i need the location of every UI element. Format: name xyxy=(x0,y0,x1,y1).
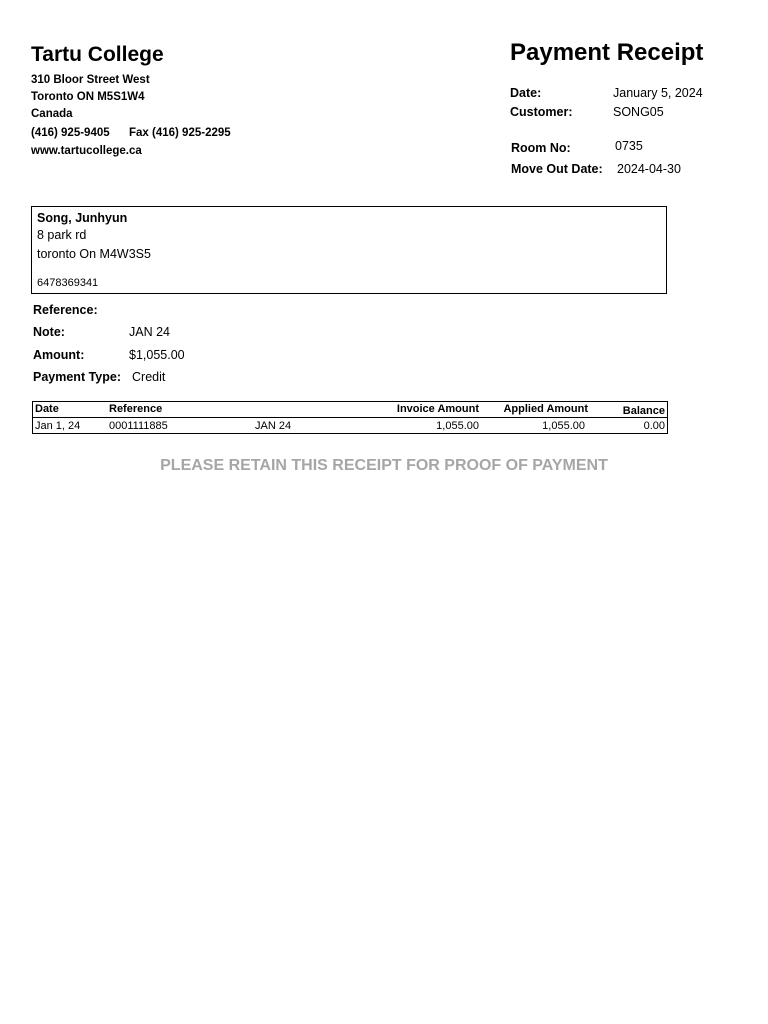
moveout-value: 2024-04-30 xyxy=(617,162,681,176)
payment-type-label: Payment Type: xyxy=(33,370,121,384)
college-phone: (416) 925-9405 xyxy=(31,127,110,139)
customer-value: SONG05 xyxy=(613,105,664,119)
customer-name: Song, Junhyun xyxy=(37,211,128,225)
customer-address-box xyxy=(31,206,667,294)
amount-label: Amount: xyxy=(33,348,85,362)
date-value: January 5, 2024 xyxy=(613,86,703,100)
reference-label: Reference: xyxy=(33,303,98,317)
room-value: 0735 xyxy=(615,139,643,153)
table-header xyxy=(33,402,667,418)
college-address-line1: 310 Bloor Street West xyxy=(31,74,150,86)
payment-type-value: Credit xyxy=(132,370,166,384)
retain-receipt-notice: PLEASE RETAIN THIS RECEIPT FOR PROOF OF PAYMENT xyxy=(160,457,608,474)
college-address-line3: Canada xyxy=(31,108,73,120)
college-website: www.tartucollege.ca xyxy=(31,145,142,157)
header-date: Date xyxy=(35,403,59,415)
customer-label: Customer: xyxy=(510,105,573,119)
row-invoice-amount: 1,055.00 xyxy=(436,420,479,432)
table-row xyxy=(33,419,667,434)
room-label: Room No: xyxy=(511,141,571,155)
header-balance: Balance xyxy=(622,405,665,417)
row-balance: 0.00 xyxy=(643,420,665,432)
amount-value: $1,055.00 xyxy=(129,348,185,362)
date-label: Date: xyxy=(510,86,542,100)
receipt-title: Payment Receipt xyxy=(510,39,704,66)
customer-street: 8 park rd xyxy=(37,228,87,242)
row-reference: 0001111885 xyxy=(109,420,168,432)
customer-city-line: toronto On M4W3S5 xyxy=(37,247,151,261)
row-applied-amount: 1,055.00 xyxy=(542,420,585,432)
college-fax: Fax (416) 925-2295 xyxy=(129,127,231,139)
college-address-line2: Toronto ON M5S1W4 xyxy=(31,91,145,103)
row-date: Jan 1, 24 xyxy=(35,420,81,432)
note-label: Note: xyxy=(33,325,65,339)
college-name: Tartu College xyxy=(31,43,164,66)
moveout-label: Move Out Date: xyxy=(511,162,603,176)
note-value: JAN 24 xyxy=(129,325,170,339)
row-note: JAN 24 xyxy=(255,420,292,432)
header-reference: Reference xyxy=(109,403,163,415)
header-applied-amount: Applied Amount xyxy=(503,403,588,415)
header-invoice-amount: Invoice Amount xyxy=(396,403,479,415)
transactions-table xyxy=(32,401,668,434)
customer-phone: 6478369341 xyxy=(37,277,99,289)
